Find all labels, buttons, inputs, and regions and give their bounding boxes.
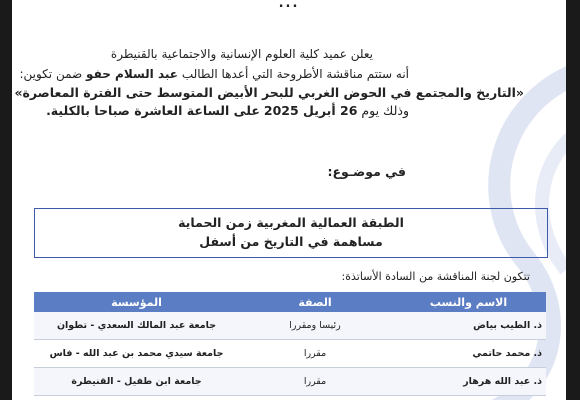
student-name: عبد السلام حفو (86, 67, 178, 81)
column-header-institution: المؤسسة (34, 292, 239, 312)
committee-table (34, 292, 546, 396)
member-institution: جامعة عبد المالك السعدي - تطوان (34, 312, 239, 340)
clipped-header-text: ... (278, 0, 300, 11)
member-name: ذ. محمد حاتمي (391, 340, 546, 368)
member-name: ذ. الطيب بياض (391, 312, 546, 340)
date-prefix: وذلك يوم (361, 103, 409, 118)
topic-label: في موضـوع: (327, 164, 406, 179)
table-row (34, 340, 546, 368)
date-suffix: على الساعة العاشرة صباحا بالكلية. (46, 103, 260, 118)
member-role: مقررا (239, 368, 391, 396)
table-row (34, 368, 546, 396)
thesis-title-line-2: مساهمة في التاريخ من أسفل (199, 234, 383, 249)
column-header-role: الصفة (239, 292, 391, 312)
program-title: «التاريخ والمجتمع في الحوض الغربي للبحر الأبيض المتوسط حتى الفترة المعاصرة» (14, 85, 524, 100)
member-institution: جامعة ابن طفيل - القنيطرة (34, 368, 239, 396)
intro-line-1: يعلن عميد كلية العلوم الإنسانية والاجتماعية بالقنيطرة (110, 47, 373, 61)
member-role: رئيسا ومقررا (239, 312, 391, 340)
intro-line-2-prefix: أنه ستتم مناقشة الأطروحة التي أعدها الطالب (181, 67, 409, 81)
thesis-title-line-1: الطبقة العمالية المغربية زمن الحماية (178, 215, 404, 230)
column-header-name: الاسم والنسب (391, 292, 546, 312)
thesis-title-box (34, 208, 548, 258)
member-institution: جامعة سيدي محمد بن عبد الله - فاس (34, 340, 239, 368)
table-header-row (34, 292, 546, 312)
member-role: مقررا (239, 340, 391, 368)
announcement-page (12, 0, 566, 400)
member-name: ذ. عبد الله هرهار (391, 368, 546, 396)
intro-line-2 (19, 67, 409, 81)
committee-intro: تتكون لجنة المناقشة من السادة الأساتذة: (341, 270, 530, 283)
table-row (34, 312, 546, 340)
defense-date: 26 أبريل 2025 (263, 103, 358, 118)
intro-line-4 (42, 103, 409, 118)
intro-line-2-suffix: ضمن تكوين: (19, 67, 83, 81)
